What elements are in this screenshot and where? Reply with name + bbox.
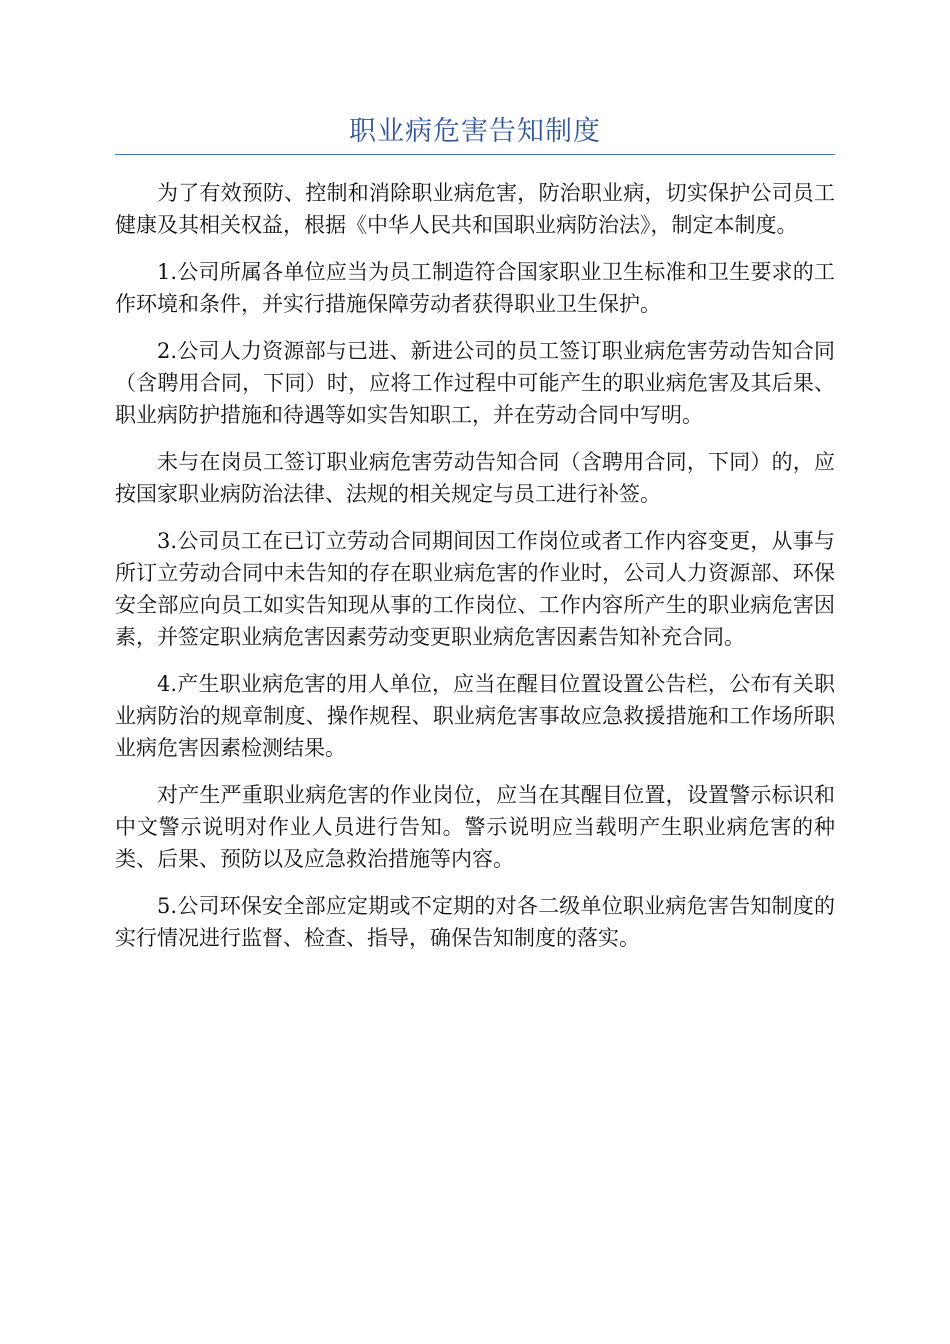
- intro-paragraph: 为了有效预防、控制和消除职业病危害，防治职业病，切实保护公司员工健康及其相关权益，根据《中华人民共和国职业病防治法》，制定本制度。: [115, 181, 835, 237]
- title-underline: [115, 154, 835, 155]
- clause-3-paragraph: 3.公司员工在已订立劳动合同期间因工作岗位或者工作内容变更，从事与所订立劳动合同中未告知的存在职业病危害的作业时，公司人力资源部、环保安全部应向员工如实告知现从事的工作岗位、工作内容所产生的职业病危害因素，并签定职业病危害因素劳动变更职业病危害因素告知补充合同。: [115, 529, 835, 649]
- clause-5-paragraph: 5.公司环保安全部应定期或不定期的对各二级单位职业病危害告知制度的实行情况进行监督、检查、指导，确保告知制度的落实。: [115, 894, 835, 950]
- clause-2-paragraph: 2.公司人力资源部与已进、新进公司的员工签订职业病危害劳动告知合同（含聘用合同，下同）时，应将工作过程中可能产生的职业病危害及其后果、职业病防护措施和待遇等如实告知职工，并在劳动合同中写明。: [115, 339, 835, 427]
- clause-2-supplement-paragraph: 未与在岗员工签订职业病危害劳动告知合同（含聘用合同，下同）的，应按国家职业病防治法律、法规的相关规定与员工进行补签。: [115, 450, 835, 506]
- clause-4-paragraph: 4.产生职业病危害的用人单位，应当在醒目位置设置公告栏，公布有关职业病防治的规章制度、操作规程、职业病危害事故应急救援措施和工作场所职业病危害因素检测结果。: [115, 672, 835, 760]
- document-body: [115, 177, 835, 969]
- clause-1-paragraph: 1.公司所属各单位应当为员工制造符合国家职业卫生标准和卫生要求的工作环境和条件，并实行措施保障劳动者获得职业卫生保护。: [115, 260, 835, 316]
- document-title: 职业病危害告知制度: [349, 116, 601, 147]
- clause-4-supplement-paragraph: 对产生严重职业病危害的作业岗位，应当在其醒目位置，设置警示标识和中文警示说明对作业人员进行告知。警示说明应当载明产生职业病危害的种类、后果、预防以及应急救治措施等内容。: [115, 783, 835, 871]
